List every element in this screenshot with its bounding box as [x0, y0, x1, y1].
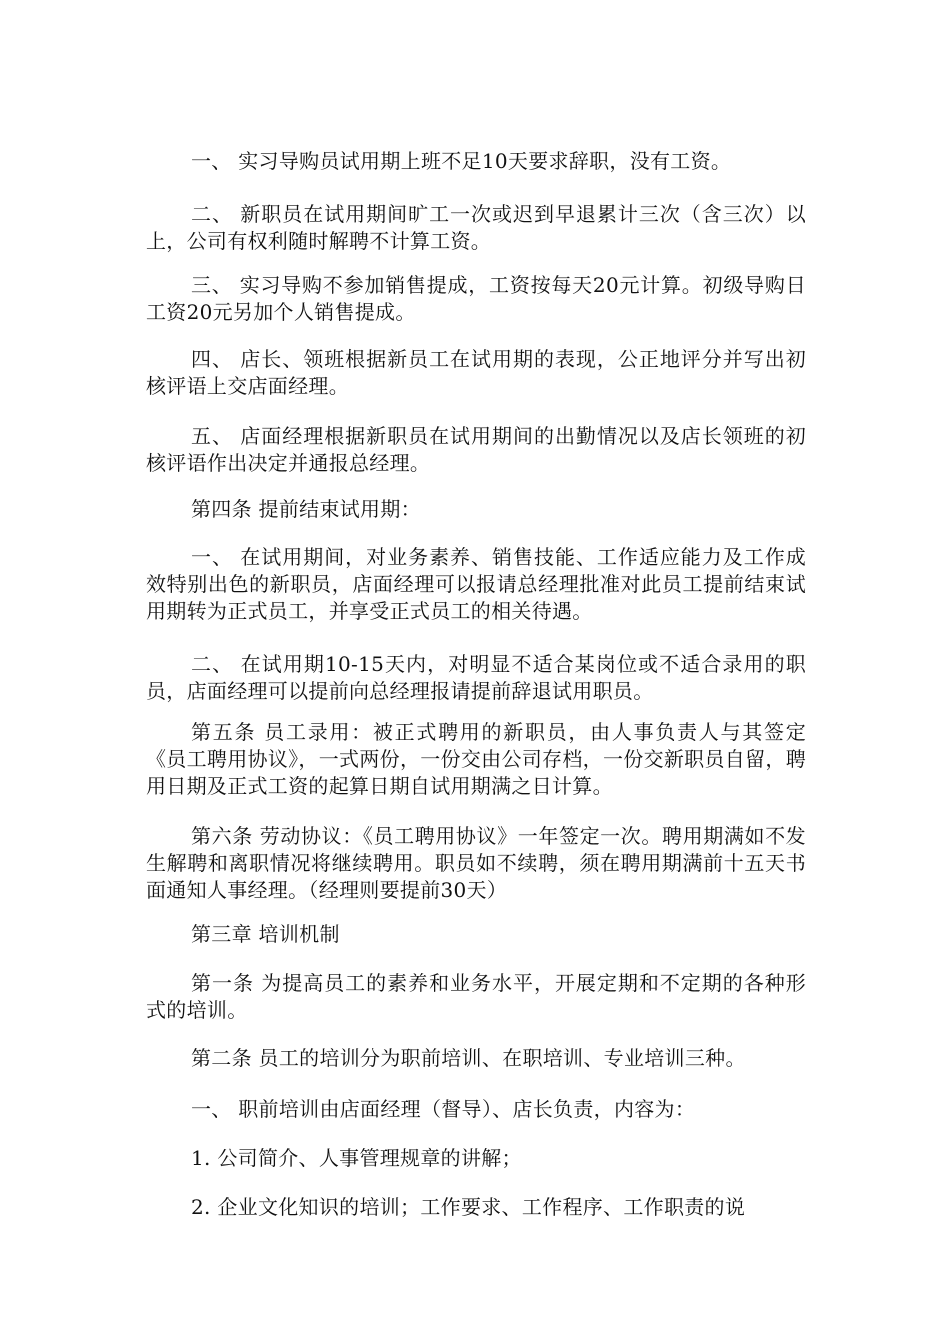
list-item-1: 1. 公司简介、人事管理规章的讲解； [191, 1146, 522, 1170]
paragraph-article-6: 第六条 劳动协议：《员工聘用协议》一年签定一次。聘用期满如不发生解聘和离职情况将继续聘用。职员如不续聘，须在聘用期满前十五天书面通知人事经理。（经理则要提前30天） [146, 824, 806, 902]
list-item-2: 2. 企业文化知识的培训；工作要求、工作程序、工作职责的说 [191, 1195, 746, 1219]
paragraph-pre-job-training: 一、 职前培训由店面经理（督导）、店长负责，内容为： [191, 1097, 696, 1121]
paragraph-article-5: 第五条 员工录用：被正式聘用的新职员，由人事负责人与其签定《员工聘用协议》，一式两份，一份交由公司存档，一份交新职员自留，聘用日期及正式工资的起算日期自试用期满之日计算。 [146, 720, 806, 798]
paragraph-7: 二、 在试用期10-15天内，对明显不适合某岗位或不适合录用的职员，店面经理可以提前向总经理报请提前辞退试用职员。 [146, 652, 806, 703]
paragraph-6: 一、 在试用期间，对业务素养、销售技能、工作适应能力及工作成效特别出色的新职员，店面经理可以报请总经理批准对此员工提前结束试用期转为正式员工，并享受正式员工的相关待遇。 [146, 545, 806, 623]
paragraph-1: 一、 实习导购员试用期上班不足10天要求辞职，没有工资。 [191, 149, 732, 173]
paragraph-2: 二、 新职员在试用期间旷工一次或迟到早退累计三次（含三次）以上，公司有权利随时解聘不计算工资。 [146, 202, 806, 253]
paragraph-training-article-1: 第一条 为提高员工的素养和业务水平，开展定期和不定期的各种形式的培训。 [146, 971, 806, 1022]
paragraph-training-article-2: 第二条 员工的培训分为职前培训、在职培训、专业培训三种。 [191, 1046, 746, 1070]
chapter-heading-training: 第三章 培训机制 [191, 922, 340, 946]
paragraph-3: 三、 实习导购不参加销售提成，工资按每天20元计算。初级导购日工资20元另加个人销售提成。 [146, 273, 806, 324]
paragraph-5: 五、 店面经理根据新职员在试用期间的出勤情况以及店长领班的初核评语作出决定并通报总经理。 [146, 424, 806, 475]
section-heading-article-4: 第四条 提前结束试用期： [191, 497, 421, 521]
paragraph-4: 四、 店长、领班根据新员工在试用期的表现，公正地评分并写出初核评语上交店面经理。 [146, 347, 806, 398]
